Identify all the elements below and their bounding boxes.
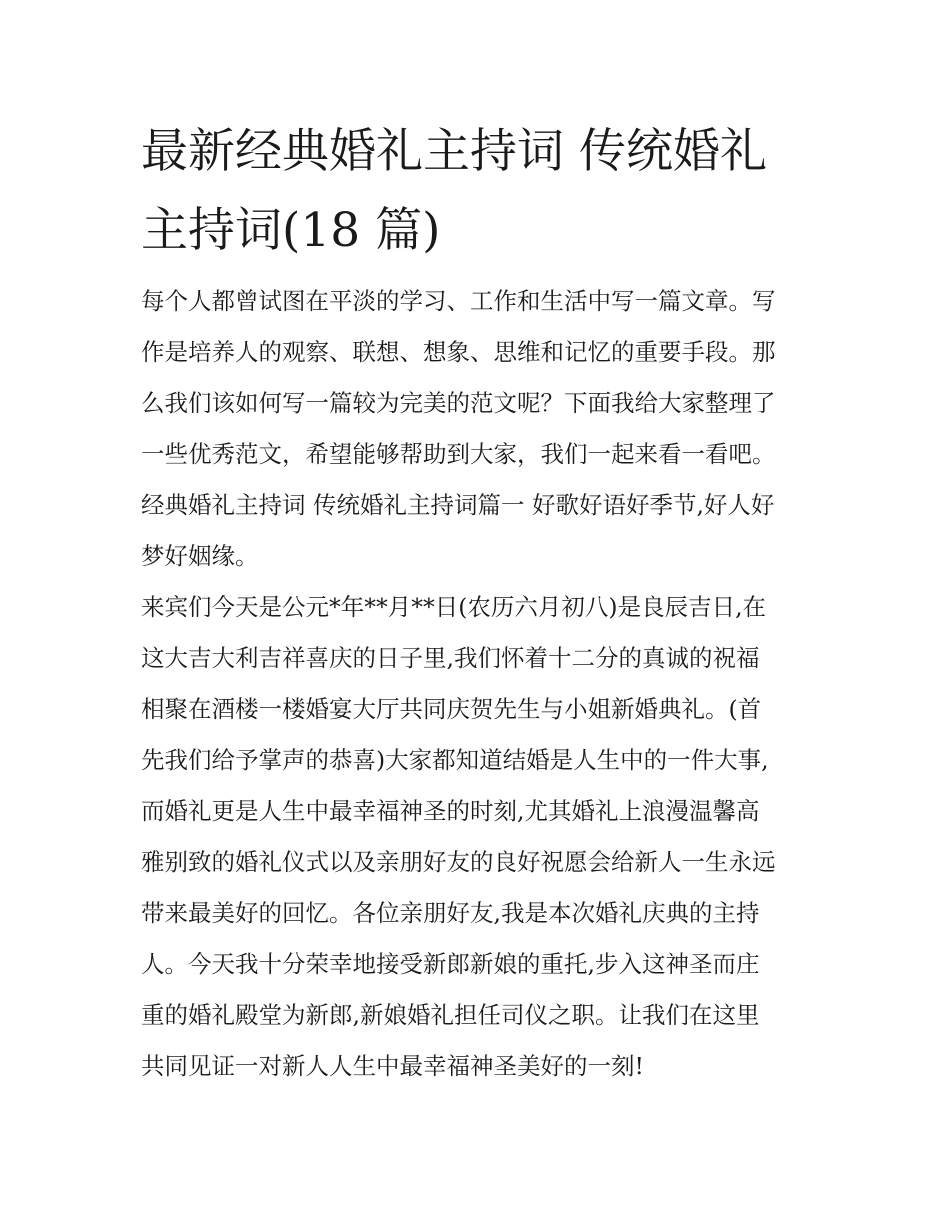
body-text-line: 一些优秀范文，希望能够帮助到大家，我们一起来看一看吧。 xyxy=(141,440,776,468)
body-text-line: 每个人都曾试图在平淡的学习、工作和生活中写一篇文章。写 xyxy=(141,287,776,315)
body-text-line: 重的婚礼殿堂为新郎,新娘婚礼担任司仪之职。让我们在这里 xyxy=(141,1001,760,1029)
body-text-line: 梦好姻缘。 xyxy=(141,542,259,570)
document-body xyxy=(141,276,831,1092)
body-text-line: 么我们该如何写一篇较为完美的范文呢？下面我给大家整理了 xyxy=(141,389,776,417)
body-text-line: 先我们给予掌声的恭喜)大家都知道结婚是人生中的一件大事, xyxy=(141,746,769,774)
body-text-line: 而婚礼更是人生中最幸福神圣的时刻,尤其婚礼上浪漫温馨高 xyxy=(141,797,760,825)
body-text-line: 共同见证一对新人人生中最幸福神圣美好的一刻! xyxy=(141,1052,644,1080)
body-text-line: 人。今天我十分荣幸地接受新郎新娘的重托,步入这神圣而庄 xyxy=(141,950,760,978)
body-text-line: 作是培养人的观察、联想、想象、思维和记忆的重要手段。那 xyxy=(141,338,776,366)
body-text-line: 相聚在酒楼一楼婚宴大厅共同庆贺先生与小姐新婚典礼。(首 xyxy=(141,695,762,723)
document-title xyxy=(141,112,831,270)
title-line: 最新经典婚礼主持词 传统婚礼 xyxy=(141,124,767,179)
body-text-line: 这大吉大利吉祥喜庆的日子里,我们怀着十二分的真诚的祝福 xyxy=(141,644,760,672)
title-line: 主持词(18 篇) xyxy=(141,203,441,258)
body-text-line: 带来最美好的回忆。各位亲朋好友,我是本次婚礼庆典的主持 xyxy=(141,899,760,927)
body-text-line: 经典婚礼主持词 传统婚礼主持词篇一 好歌好语好季节,好人好 xyxy=(141,491,775,519)
body-text-line: 雅别致的婚礼仪式以及亲朋好友的良好祝愿会给新人一生永远 xyxy=(141,848,776,876)
body-text-line: 来宾们今天是公元*年**月**日(农历六月初八)是良辰吉日,在 xyxy=(141,593,767,621)
